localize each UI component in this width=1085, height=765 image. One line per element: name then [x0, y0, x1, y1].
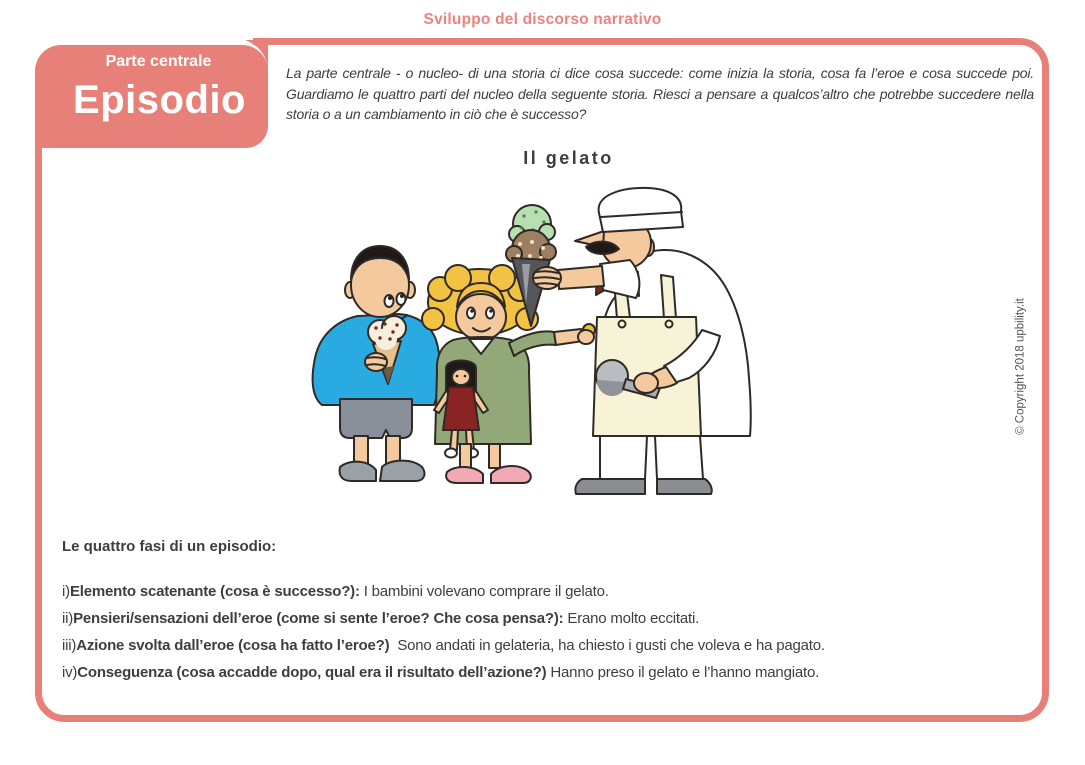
phase-item	[62, 609, 699, 628]
boy-figure	[313, 246, 440, 481]
phase-text: Erano molto eccitati.	[563, 610, 700, 627]
phase-label: Elemento scatenante (cosa è successo?):	[69, 583, 360, 600]
phase-label: Pensieri/sensazioni dell’eroe (come si sente l’eroe? Che cosa pensa?):	[73, 610, 564, 627]
phase-text: Sono andati in gelateria, ha chiesto i gusti che voleva e ha pagato.	[389, 637, 825, 654]
intro-paragraph: La parte centrale - o nucleo- di una storia ci dice cosa succede: come inizia la storia, cosa fa l’eroe e cosa succede poi. Guardiamo le quattro parti del nucleo della seguente storia. Riesci a pensare a qualcos’altro che potrebbe succedere nella storia o a un cambiamento in ciò che è successo?	[286, 65, 1034, 122]
phase-text: Hanno preso il gelato e l’hanno mangiato.	[546, 664, 820, 681]
badge-title: Episodio	[73, 78, 246, 122]
page-title: Sviluppo del discorso narrativo	[423, 11, 662, 28]
phase-prefix: iii)	[62, 637, 77, 654]
phases-heading: Le quattro fasi di un episodio:	[62, 538, 277, 555]
phase-item	[62, 663, 819, 682]
phase-label: Azione svolta dall’eroe (cosa ha fatto l’eroe?)	[76, 637, 390, 654]
chef-hat	[599, 188, 683, 232]
badge-kicker: Parte centrale	[105, 53, 212, 70]
phase-label: Conseguenza (cosa accadde dopo, qual era il risultato dell’azione?)	[77, 664, 547, 681]
phase-text: I bambini volevano comprare il gelato.	[359, 583, 609, 600]
copyright-note: © Copyright 2018 upbility.it	[1014, 298, 1027, 435]
phase-prefix: iv)	[62, 664, 78, 681]
story-title: Il gelato	[523, 148, 614, 168]
phase-item	[62, 636, 825, 655]
girl-figure	[422, 265, 595, 483]
section-badge	[35, 45, 268, 148]
phase-prefix: ii)	[62, 610, 74, 627]
ice-cream-scene-illustration	[300, 186, 760, 506]
phase-item	[62, 582, 609, 601]
phase-prefix: i)	[62, 583, 70, 600]
